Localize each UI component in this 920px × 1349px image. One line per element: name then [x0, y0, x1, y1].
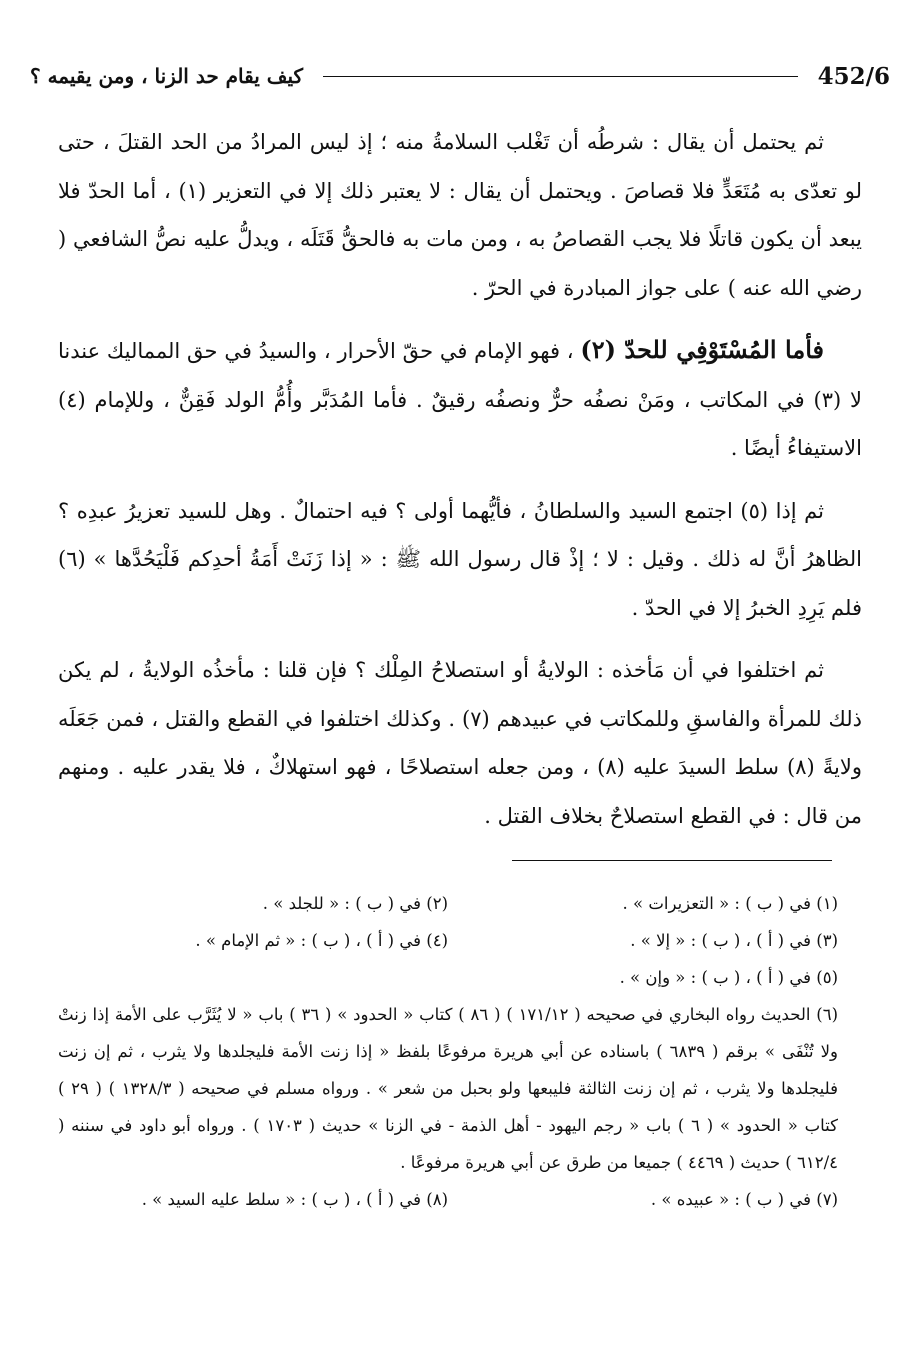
footnote-3: (٣) في ( أ ) ، ( ب ) : « إلا » . [630, 931, 838, 950]
footnote-row [58, 885, 838, 922]
footnote-row [58, 959, 838, 996]
page-number: 452/6 [817, 62, 890, 90]
footnote-row [58, 922, 838, 959]
footnote-1: (١) في ( ب ) : « التعزيرات » . [622, 894, 838, 913]
paragraph-2-text: ، فهو الإمام في حقّ الأحرار ، والسيدُ في حق المماليك عندنا لا (٣) في المكاتب ، ومَنْ نصفُه حرٌّ ونصفُه رقيقٌ . فأما المُدَبَّر وأُمُّ الولد فَقِنٌّ ، وللإمام (٤) الاستيفاءُ أيضًا . [58, 339, 862, 460]
running-title: كيف يقام حد الزنا ، ومن يقيمه ؟ [30, 64, 304, 88]
footnote-2: (٢) في ( ب ) : « للجلد » . [262, 894, 448, 913]
paragraph-1: ثم يحتمل أن يقال : شرطُه أن تَغْلب السلامةُ منه ؛ إذ ليس المرادُ من الحد القتلَ ، حتى لو تعدّى به مُتَعَدٍّ فلا قصاصَ . ويحتمل أن يقال : لا يعتبر ذلك إلا في التعزير (١) ، أما الحدّ فلا يبعد أن يكون قاتلًا فلا يجب القصاصُ به ، ومن مات به فالحقُّ قَتَلَه ، ويدلُّ عليه نصُّ الشافعي ( رضي الله عنه ) على جواز المبادرة في الحرّ . [58, 130, 862, 300]
footnote-row [58, 1181, 838, 1218]
footnote-4: (٤) في ( أ ) ، ( ب ) : « ثم الإمام » . [195, 931, 448, 950]
footnote-separator [512, 860, 832, 861]
footnote-8: (٨) في ( أ ) ، ( ب ) : « سلط عليه السيد » . [141, 1190, 448, 1209]
header-rule [323, 76, 798, 77]
footnote-5: (٥) في ( أ ) ، ( ب ) : « وإن » . [619, 968, 838, 987]
footnote-6: (٦) الحديث رواه البخاري في صحيحه ( ١٧١/١٢ ) ( ٨٦ ) كتاب « الحدود » ( ٣٦ ) باب « لا يُثَرَّب على الأمة إذا زنتْ ولا تُنْفَى » برقم ( ٦٨٣٩ ) باسناده عن أبي هريرة مرفوعًا بلفظ « إذا زنت الأمة فليجلدها ولا يثرب ، ثم إن زنت فليجلدها ولا يثرب ، ثم إن زنت الثالثة فليبعها ولو بحبل من شعر » . ورواه مسلم في صحيحه ( ١٣٢٨/٣ ) ( ٢٩ ) كتاب « الحدود » ( ٦ ) باب « رجم اليهود - أهل الذمة - في الزنا » حديث ( ١٧٠٣ ) . ورواه أبو داود في سننه ( ٦١٢/٤ ) حديث ( ٤٤٦٩ ) جميعا من طرق عن أبي هريرة مرفوعًا . [58, 1005, 839, 1172]
main-text [58, 118, 862, 854]
paragraph-2 [58, 326, 862, 473]
footnote-7: (٧) في ( ب ) : « عبيده » . [650, 1190, 838, 1209]
footnotes [58, 885, 838, 1218]
paragraph-4: ثم اختلفوا في أن مَأخذه : الولايةُ أو استصلاحُ المِلْك ؟ فإن قلنا : مأخذُه الولايةُ ، لم يكن ذلك للمرأة والفاسقِ وللمكاتب في عبيدهم (٧) . وكذلك اختلفوا في القطع والقتل ، فمن جَعَلَه ولايةً (٨) سلط السيدَ عليه (٨) ، ومن جعله استصلاحًا ، فهو استهلاكٌ ، فلا يقدر عليه . ومنهم من قال : في القطع استصلاحٌ بخلاف القتل . [58, 658, 863, 828]
running-header [30, 56, 890, 96]
section-lead: فأما المُسْتَوْفِي للحدّ (٢) [580, 335, 824, 364]
paragraph-3: ثم إذا (٥) اجتمع السيد والسلطانُ ، فأيُّهما أولى ؟ فيه احتمالٌ . وهل للسيد تعزيرُ عبدِه ؟ الظاهرُ أنَّ له ذلك . وقيل : لا ؛ إذْ قال رسول الله ﷺ : « إذا زَنَتْ أَمَةُ أحدِكم فَلْيَحُدَّها » (٦) فلم يَرِدِ الخبرُ إلا في الحدّ . [58, 498, 862, 620]
